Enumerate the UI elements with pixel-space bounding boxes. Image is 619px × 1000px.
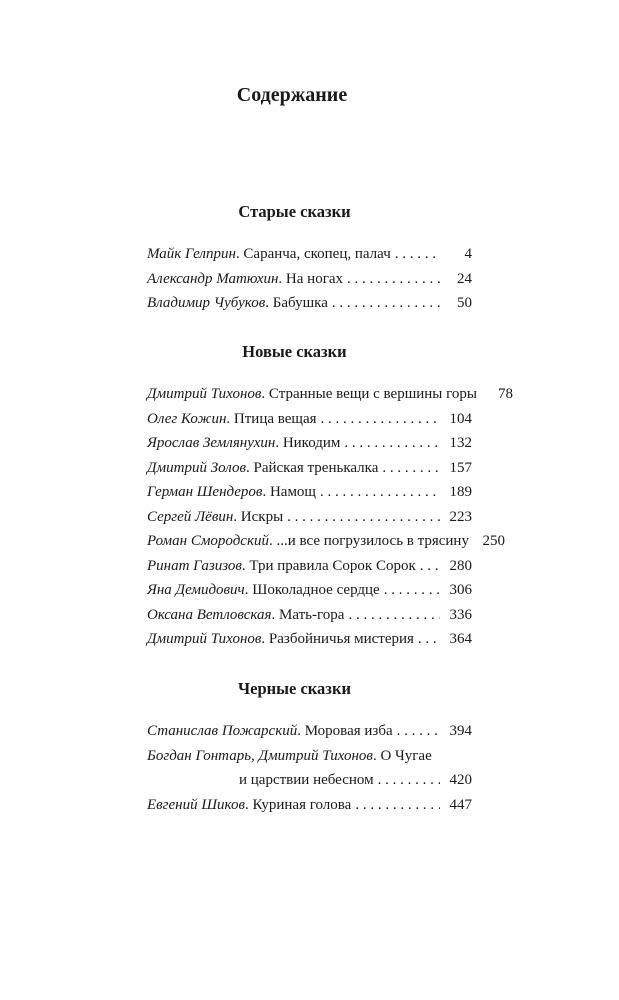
entry-page-number: 24 — [457, 270, 472, 287]
entry-list — [147, 382, 513, 652]
toc-entry[interactable] — [147, 407, 472, 432]
toc-entry[interactable] — [147, 382, 513, 407]
author-period: . — [262, 484, 270, 500]
section-new-tales — [147, 340, 513, 652]
entry-page-number: 420 — [449, 772, 472, 788]
entry-title: Шоколадное сердце — [252, 582, 380, 598]
author-period: . — [271, 606, 280, 623]
entry-author: Дмитрий Тихонов — [147, 386, 262, 402]
toc-entry[interactable] — [147, 744, 472, 769]
toc-entry[interactable] — [147, 505, 472, 530]
entry-title: Разбойничья мистерия — [268, 631, 414, 647]
entry-title-line2: и царствии небесном — [239, 772, 374, 788]
entry-title: Райская тренькалка — [253, 459, 379, 476]
entry-page-number: 4 — [464, 246, 472, 262]
toc-entry[interactable] — [147, 456, 472, 481]
toc-entry[interactable] — [147, 627, 472, 652]
toc-entry[interactable] — [147, 793, 472, 818]
entry-title: Намощ — [269, 484, 316, 500]
entry-author: Дмитрий Тихонов — [147, 631, 262, 647]
entry-author: Станислав Пожарский — [147, 723, 298, 739]
entry-title: Саранча, скопец, палач — [243, 246, 391, 262]
dot-leader — [395, 242, 440, 267]
entry-author: Роман Смородский — [147, 533, 269, 549]
dot-leader — [420, 554, 440, 579]
toc-entry[interactable] — [147, 291, 472, 316]
toc-entry[interactable] — [147, 480, 472, 505]
entry-list — [147, 242, 472, 316]
toc-entry[interactable] — [147, 603, 472, 628]
toc-entry-continuation[interactable] — [147, 768, 472, 793]
entry-list — [147, 719, 472, 817]
entry-title: ...и все погрузилось в трясину — [276, 533, 469, 549]
dot-leader — [418, 627, 440, 652]
author-period: . — [268, 533, 277, 549]
author-period: . — [261, 386, 269, 402]
entry-author: Ярослав Землянухин — [147, 435, 276, 451]
dot-leader — [347, 267, 440, 292]
section-heading: Старые сказки — [238, 202, 351, 221]
entry-page-number: 306 — [449, 582, 472, 598]
author-period: . — [233, 508, 241, 525]
entry-title: Странные вещи с вершины горы — [268, 386, 477, 402]
entry-page-number: 104 — [449, 410, 472, 427]
dot-leader — [355, 793, 440, 818]
author-period: . — [226, 410, 234, 427]
page-title: Содержание — [236, 84, 348, 106]
toc-entry[interactable] — [147, 554, 472, 579]
entry-title: Искры — [240, 508, 284, 525]
dot-leader — [344, 431, 440, 456]
entry-title: Мать-гора — [279, 606, 345, 623]
author-period: . — [297, 723, 305, 739]
author-period: . — [278, 270, 286, 287]
dot-leader — [384, 578, 440, 603]
entry-page-number: 132 — [449, 435, 472, 451]
entry-title: О Чугае — [380, 747, 432, 764]
section-heading: Новые сказки — [242, 342, 347, 361]
entry-author: Яна Демидович — [147, 582, 245, 598]
entry-page-number: 364 — [449, 631, 472, 647]
entry-page-number: 447 — [449, 796, 472, 813]
toc-entry[interactable] — [147, 719, 472, 744]
dot-leader — [287, 505, 440, 530]
entry-author: Дмитрий Золов — [147, 459, 246, 476]
author-period: . — [246, 459, 254, 476]
entry-author: Ринат Газизов — [147, 557, 242, 574]
entry-page-number: 157 — [449, 459, 472, 476]
author-period: . — [265, 295, 273, 311]
entry-author: Евгений Шиков — [147, 796, 245, 813]
entry-author: Владимир Чубуков — [147, 295, 266, 311]
entry-page-number: 336 — [449, 606, 472, 623]
author-period: . — [244, 582, 253, 598]
entry-title: Бабушка — [272, 295, 328, 311]
section-heading: Черные сказки — [238, 679, 351, 698]
entry-page-number: 280 — [449, 557, 472, 574]
entry-author: Майк Гелприн — [147, 246, 236, 262]
toc-entry[interactable] — [147, 529, 505, 554]
dot-leader — [378, 768, 440, 793]
entry-author: Оксана Ветловская — [147, 606, 272, 623]
entry-title: Три правила Сорок Сорок — [249, 557, 416, 574]
dot-leader — [382, 456, 440, 481]
dot-leader — [332, 291, 440, 316]
author-period: . — [275, 435, 283, 451]
entry-author: Александр Матюхин — [147, 270, 279, 287]
dot-leader — [321, 407, 440, 432]
author-period: . — [235, 246, 244, 262]
author-period: . — [244, 796, 253, 813]
toc-entry[interactable] — [147, 267, 472, 292]
entry-author: Олег Кожин — [147, 410, 227, 427]
author-period: . — [261, 631, 269, 647]
entry-page-number: 394 — [449, 723, 472, 739]
entry-title: На ногах — [285, 270, 343, 287]
toc-entry[interactable] — [147, 578, 472, 603]
entry-page-number: 78 — [498, 386, 513, 402]
entry-title: Птица вещая — [233, 410, 317, 427]
entry-title: Куриная голова — [252, 796, 352, 813]
author-period: . — [372, 747, 381, 764]
entry-title: Моровая изба — [304, 723, 393, 739]
section-old-tales — [147, 200, 472, 316]
author-period: . — [241, 557, 250, 574]
entry-author: Сергей Лёвин — [147, 508, 234, 525]
dot-leader — [348, 603, 440, 628]
toc-entry[interactable] — [147, 242, 472, 267]
entry-page-number: 250 — [482, 533, 505, 549]
entry-page-number: 50 — [457, 295, 472, 311]
dot-leader — [397, 719, 440, 744]
entry-page-number: 189 — [449, 484, 472, 500]
toc-entry[interactable] — [147, 431, 472, 456]
entry-author: Герман Шендеров — [147, 484, 263, 500]
entry-page-number: 223 — [449, 508, 472, 525]
entry-author: Богдан Гонтарь, Дмитрий Тихонов — [147, 747, 373, 764]
entry-title: Никодим — [282, 435, 341, 451]
section-black-tales — [147, 677, 472, 817]
dot-leader — [320, 480, 440, 505]
